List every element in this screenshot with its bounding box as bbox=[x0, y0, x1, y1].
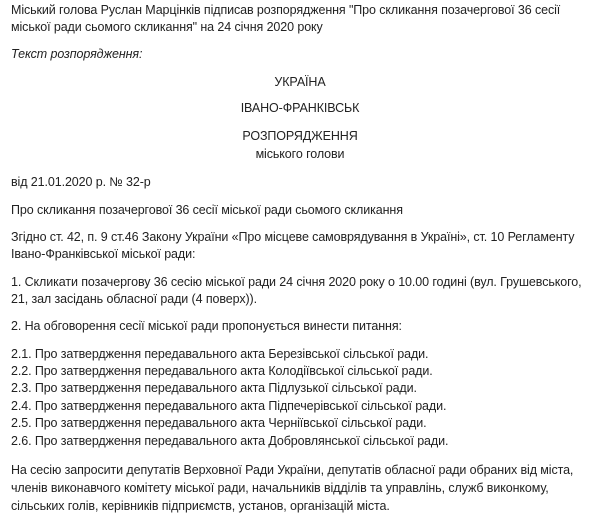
basis-line-1: Згідно ст. 42, п. 9 ст.46 Закону України «Про місцеве самоврядування в Україні», ст. 10 Регламенту bbox=[11, 230, 575, 244]
invite-line-2: членів виконавчого комітету міської ради, начальників відділів та управлінь, служб виконкому, bbox=[11, 481, 549, 495]
subitem-2-3: 2.3. Про затвердження передавального акта Підлузької сільської ради. bbox=[11, 381, 417, 395]
header-doc-author: міського голови bbox=[255, 147, 345, 161]
item-1-line-1: 1. Скликати позачергову 36 сесію міської ради 24 січня 2020 року о 10.00 годині (вул. Грушевського, bbox=[11, 275, 582, 289]
item-2: 2. На обговорення сесії міської ради пропонується винести питання: bbox=[11, 319, 402, 333]
invite-line-1: На сесію запросити депутатів Верховної Ради України, депутатів обласної ради обраних від міста, bbox=[11, 463, 574, 477]
basis-line-2: Івано-Франківської міської ради: bbox=[11, 247, 196, 261]
subitem-2-5: 2.5. Про затвердження передавального акта Черніївської сільської ради. bbox=[11, 416, 427, 430]
subitem-2-1: 2.1. Про затвердження передавального акта Березівської сільської ради. bbox=[11, 347, 429, 361]
invite-line-3: сільських голів, керівників підприємств, установ, організацій міста. bbox=[11, 499, 390, 513]
item-1-line-2: 21, зал засідань обласної ради (4 поверх)). bbox=[11, 292, 257, 306]
subitem-2-6: 2.6. Про затвердження передавального акта Добровлянської сільської ради. bbox=[11, 434, 449, 448]
subitem-2-2: 2.2. Про затвердження передавального акта Колодіївської сільської ради. bbox=[11, 364, 433, 378]
header-country: УКРАЇНА bbox=[274, 75, 326, 89]
text-label: Текст розпорядження: bbox=[11, 47, 143, 61]
header-doc-type: РОЗПОРЯДЖЕННЯ bbox=[242, 129, 358, 143]
subitem-2-4: 2.4. Про затвердження передавального акта Підпечерівської сільської ради. bbox=[11, 399, 447, 413]
subject: Про скликання позачергової 36 сесії міської ради сьомого скликання bbox=[11, 203, 403, 217]
date-number: від 21.01.2020 р. № 32-р bbox=[11, 175, 151, 189]
headline-line-1: Міський голова Руслан Марцінків підписав розпорядження "Про скликання позачергової 36 сесії bbox=[11, 3, 561, 17]
header-city: ІВАНО-ФРАНКІВСЬК bbox=[240, 101, 360, 115]
headline-line-2: міської ради сьомого скликання" на 24 січня 2020 року bbox=[11, 20, 323, 34]
